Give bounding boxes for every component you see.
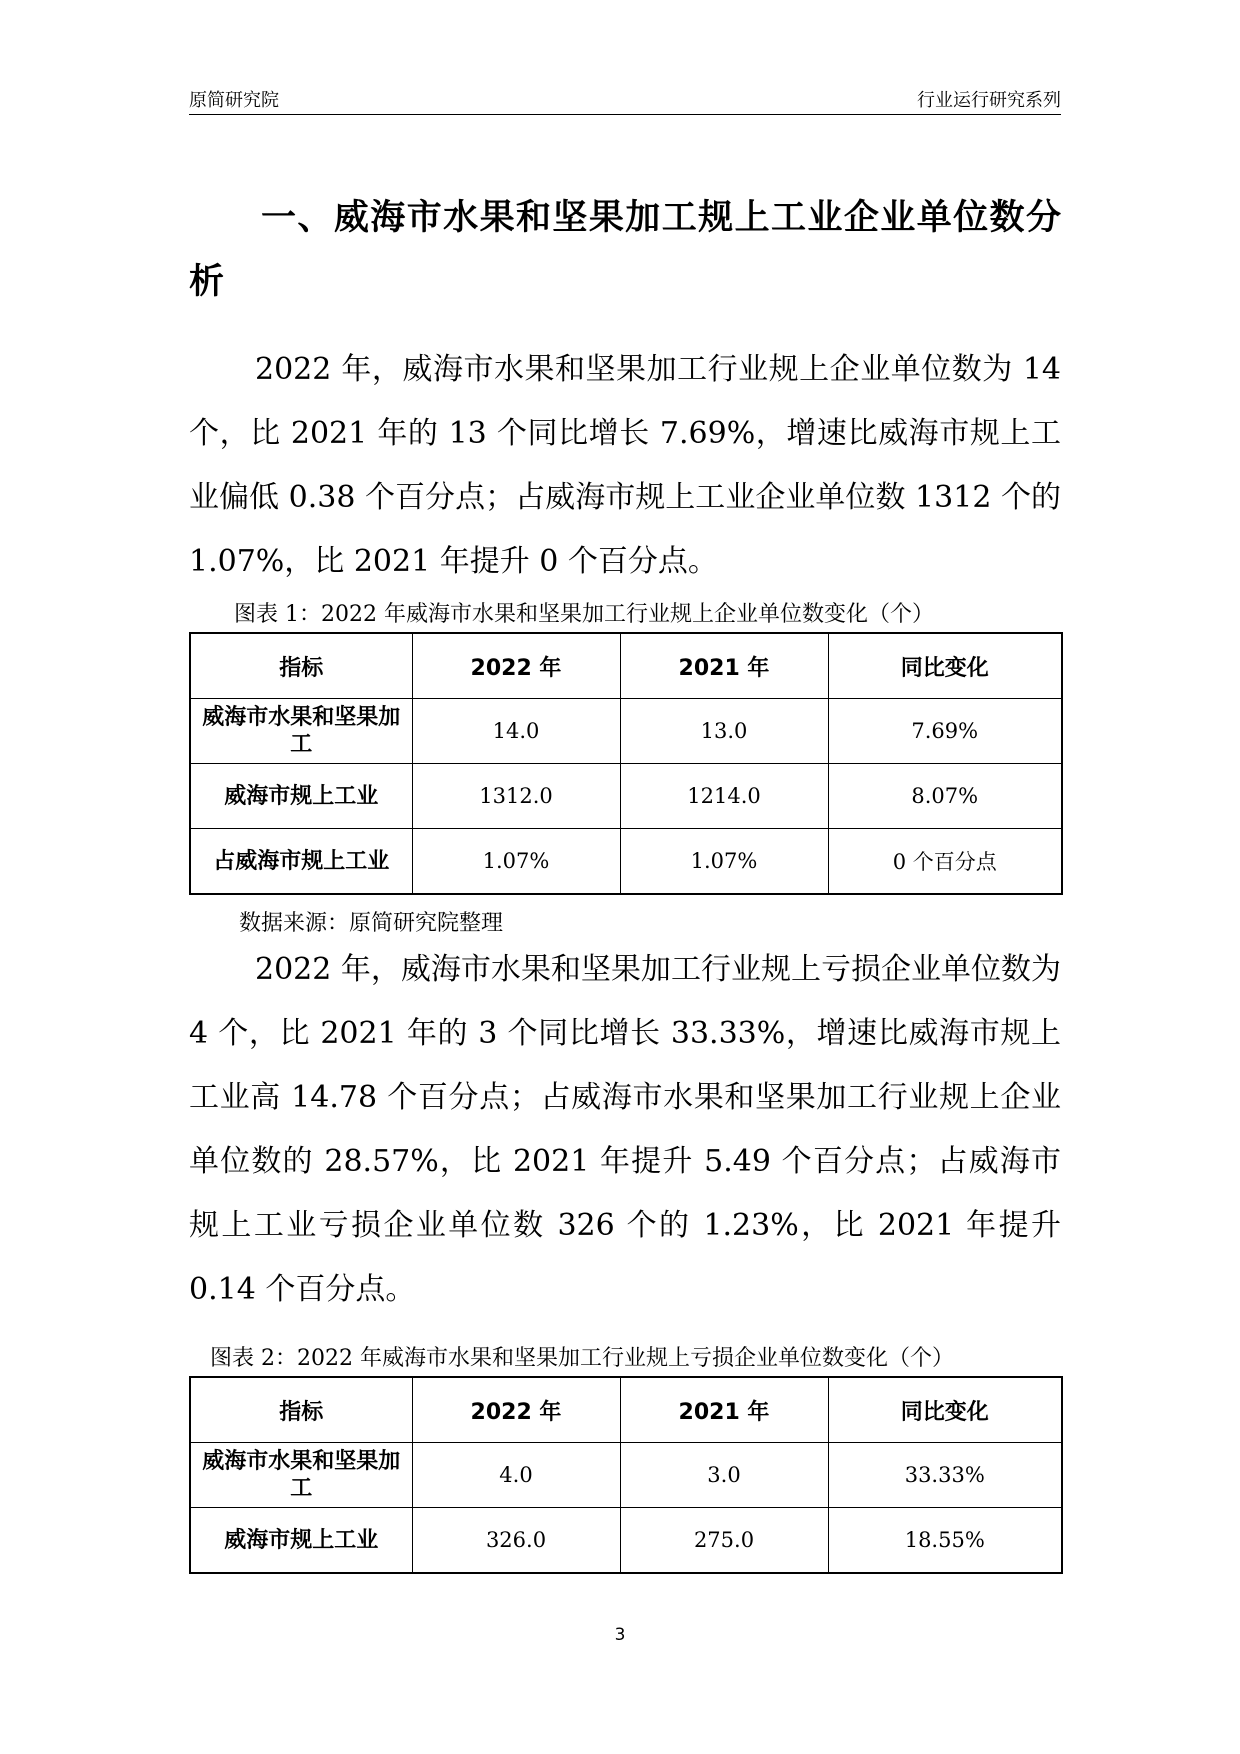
table2-header-row (190, 1377, 1062, 1443)
table-cell: 1214.0 (620, 764, 828, 829)
row-label: 占威海市规上工业 (190, 829, 412, 895)
table-cell: 13.0 (620, 699, 828, 764)
paragraph-1: 2022 年，威海市水果和坚果加工行业规上企业单位数为 14 个，比 2021 年的 13 个同比增长 7.69%，增速比威海市规上工业偏低 0.38 个百分点；占威海市规上工业企业单位数 1312 个的 1.07%，比 2021 年提升 0 个百分点。 (189, 352, 1061, 579)
table-cell: 1.07% (412, 829, 620, 895)
table-row (190, 699, 1062, 764)
header-series: 行业运行研究系列 (917, 90, 1061, 111)
table-row (190, 1508, 1062, 1574)
row-label: 威海市水果和坚果加工 (190, 1443, 412, 1508)
table1-header-row (190, 633, 1062, 699)
table-cell: 1312.0 (412, 764, 620, 829)
table2-header-cell: 指标 (190, 1377, 412, 1443)
table-cell: 33.33% (828, 1443, 1062, 1508)
table-cell: 1.07% (620, 829, 828, 895)
page-number: 3 (614, 1625, 626, 1645)
table-cell: 18.55% (828, 1508, 1062, 1574)
table-cell: 0 个百分点 (828, 829, 1062, 895)
table1-header-cell: 2022 年 (412, 633, 620, 699)
row-label: 威海市水果和坚果加工 (190, 699, 412, 764)
table-cell: 326.0 (412, 1508, 620, 1574)
table-cell: 275.0 (620, 1508, 828, 1574)
row-label: 威海市规上工业 (190, 1508, 412, 1574)
table1-header-cell: 指标 (190, 633, 412, 699)
page-header (189, 86, 1061, 115)
table-row (190, 829, 1062, 895)
table-cell: 14.0 (412, 699, 620, 764)
paragraph-2: 2022 年，威海市水果和坚果加工行业规上亏损企业单位数为 4 个，比 2021 年的 3 个同比增长 33.33%，增速比威海市规上工业高 14.78 个百分点；占威海市水果和坚果加工行业规上企业单位数的 28.57%，比 2021 年提升 5.49 个百分点；占威海市规上工业亏损企业单位数 326 个的 1.23%，比 2021 年提升 0.14 个百分点。 (189, 952, 1061, 1307)
table1-header-cell: 2021 年 (620, 633, 828, 699)
table1 (189, 632, 1063, 895)
row-label: 威海市规上工业 (190, 764, 412, 829)
table2-caption: 图表 2：2022 年威海市水果和坚果加工行业规上亏损企业单位数变化（个） (210, 1346, 954, 1371)
table-cell: 8.07% (828, 764, 1062, 829)
table1-header-cell: 同比变化 (828, 633, 1062, 699)
data-source-note: 数据来源：原简研究院整理 (239, 911, 504, 936)
table-row (190, 1443, 1062, 1508)
table-cell: 3.0 (620, 1443, 828, 1508)
table2 (189, 1376, 1063, 1574)
section-heading: 一、威海市水果和坚果加工规上工业企业单位数分析 (189, 198, 1061, 302)
table2-header-cell: 2021 年 (620, 1377, 828, 1443)
table-row (190, 764, 1062, 829)
table-cell: 7.69% (828, 699, 1062, 764)
table1-caption: 图表 1：2022 年威海市水果和坚果加工行业规上企业单位数变化（个） (234, 602, 934, 627)
table-cell: 4.0 (412, 1443, 620, 1508)
table2-header-cell: 2022 年 (412, 1377, 620, 1443)
table2-header-cell: 同比变化 (828, 1377, 1062, 1443)
header-org: 原简研究院 (189, 90, 279, 111)
